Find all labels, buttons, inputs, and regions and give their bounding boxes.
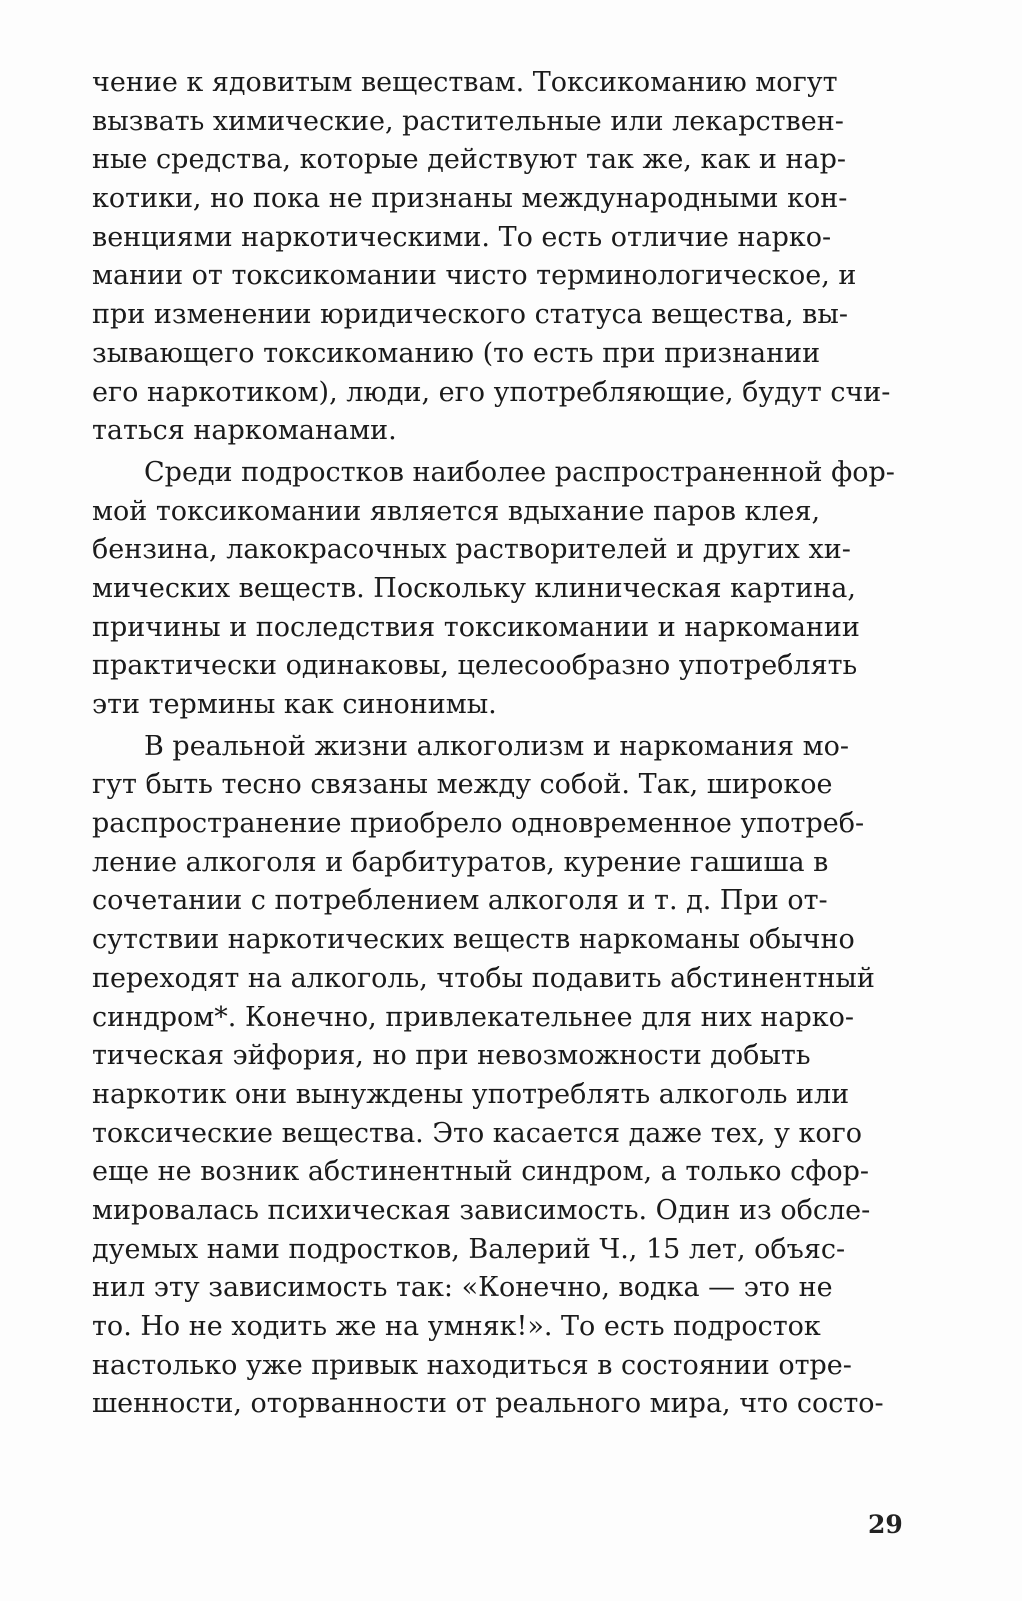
text-line: бензина, лакокрасочных растворителей и других хи- — [92, 534, 851, 566]
body-text — [92, 64, 930, 1424]
text-line: мических веществ. Поскольку клиническая картина, — [92, 572, 856, 604]
text-line: эти термины как синонимы. — [92, 689, 497, 720]
text-line: синдром*. Конечно, привлекательнее для них нарко- — [92, 1001, 855, 1033]
text-line: практически одинаковы, целесообразно употреблять — [92, 650, 858, 682]
text-line: распространение приобрело одновременное употреб- — [92, 808, 865, 840]
text-line: ление алкоголя и барбитуратов, курение гашиша в — [92, 846, 829, 878]
text-line: наркотик они вынуждены употреблять алкоголь или — [92, 1078, 850, 1110]
text-line: сутствии наркотических веществ наркоманы обычно — [92, 924, 855, 956]
text-line: причины и последствия токсикомании и наркомании — [92, 611, 860, 643]
text-line: зывающего токсикоманию (то есть при признании — [92, 337, 821, 369]
text-line: чение к ядовитым веществам. Токсикоманию могут — [92, 67, 838, 98]
text-line: таться наркоманами. — [92, 415, 397, 447]
text-line: вызвать химические, растительные или лекарствен- — [92, 105, 844, 137]
text-line: ные средства, которые действуют так же, как и нар- — [92, 144, 846, 176]
text-line: венциями наркотическими. То есть отличие нарко- — [92, 221, 832, 253]
text-line: еще не возник абстинентный синдром, а только сфор- — [92, 1156, 870, 1188]
text-line: дуемых нами подростков, Валерий Ч., 15 лет, объяс- — [92, 1233, 846, 1265]
text-line: настолько уже привык находиться в состоянии отре- — [92, 1349, 852, 1381]
text-line: мой токсикомании является вдыхание паров клея, — [92, 495, 821, 527]
text-line: мировалась психическая зависимость. Один из обсле- — [92, 1194, 871, 1226]
text-line: Среди подростков наиболее распространенной фор- — [144, 456, 895, 488]
page-number: 29 — [868, 1510, 903, 1539]
text-line: переходят на алкоголь, чтобы подавить абстинентный — [92, 962, 875, 994]
text-line: В реальной жизни алкоголизм и наркомания мо- — [144, 730, 850, 762]
text-line: сочетании с потреблением алкоголя и т. д. При от- — [92, 885, 828, 917]
text-line: гут быть тесно связаны между собой. Так, широкое — [92, 769, 833, 801]
text-line: его наркотиком), люди, его употребляющие, будут счи- — [92, 376, 891, 408]
text-line: токсические вещества. Это касается даже тех, у кого — [92, 1117, 863, 1149]
text-line: шенности, оторванности от реального мира, что состо- — [92, 1388, 884, 1420]
text-line: нил эту зависимость так: «Конечно, водка — это не — [92, 1272, 833, 1304]
text-line: то. Но не ходить же на умняк!». То есть подросток — [92, 1311, 821, 1342]
text-line: мании от токсикомании чисто терминологическое, и — [92, 260, 857, 292]
text-line: тическая эйфория, но при невозможности добыть — [92, 1040, 811, 1072]
text-line: котики, но пока не признаны международными кон- — [92, 183, 848, 215]
text-line: при изменении юридического статуса вещества, вы- — [92, 299, 848, 331]
